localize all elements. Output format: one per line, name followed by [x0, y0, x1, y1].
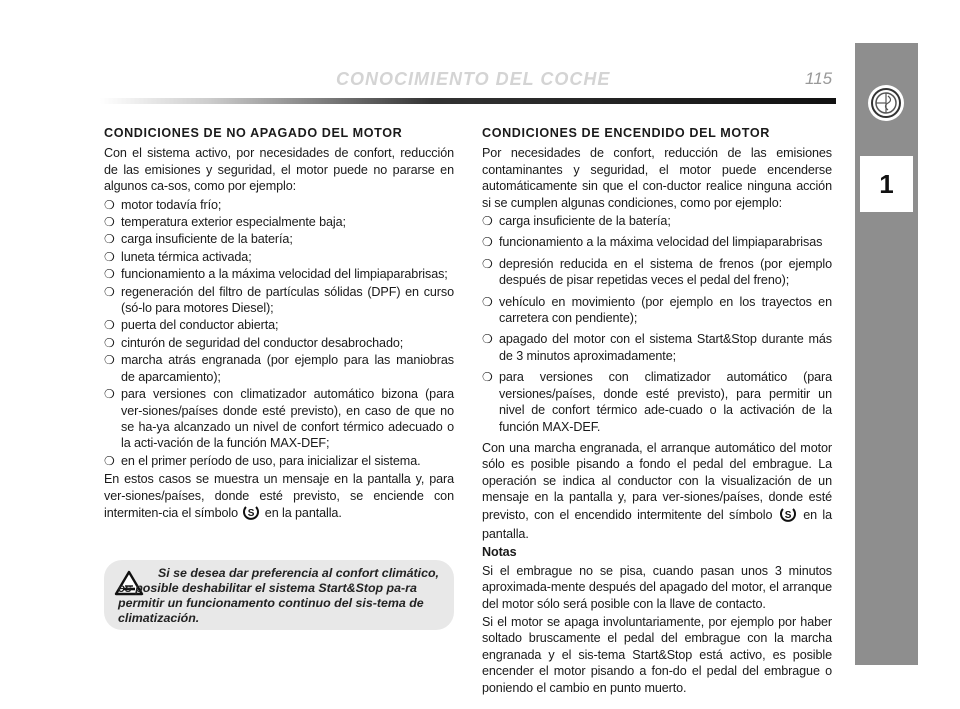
start-stop-symbol-icon	[243, 504, 259, 524]
list-item: ❍ regeneración del filtro de partículas sólidas (DPF) en curso (só-lo para motores Diesel);	[104, 284, 454, 316]
bullet-icon: ❍	[482, 332, 493, 347]
bullet-icon: ❍	[482, 214, 493, 229]
left-outro: En estos casos se muestra un mensaje en la pantalla y, para ver-siones/países, donde esté previsto, se enciende con intermiten-cia el símbolo S en la pantalla.	[104, 471, 454, 524]
page-number: 115	[805, 69, 833, 88]
chapter-number: 1	[860, 156, 913, 212]
page-header-title: CONOCIMIENTO DEL COCHE	[336, 69, 611, 89]
list-item: ❍ cinturón de seguridad del conductor desabrochado;	[104, 335, 404, 350]
notes-heading: Notas	[482, 545, 517, 560]
header-rule	[100, 98, 836, 104]
bullet-icon: ❍	[104, 387, 115, 402]
left-conditions-list	[104, 197, 454, 470]
start-stop-symbol-icon	[780, 506, 796, 526]
left-column	[104, 125, 454, 526]
list-item: ❍ puerta del conductor abierta;	[104, 318, 279, 333]
bullet-icon: ❍	[104, 453, 115, 468]
right-intro: Por necesidades de confort, reducción de las emisiones contaminantes y seguridad, el motor puede encenderse automáticamente sin que el con-ductor realice ninguna acción si se cumplen algunas condiciones, como por ejemplo:	[482, 146, 832, 210]
list-item: ❍ funcionamiento a la máxima velocidad del limpiaparabrisas	[482, 235, 823, 250]
list-item: ❍ luneta térmica activada;	[104, 249, 252, 264]
bullet-icon: ❍	[104, 249, 115, 264]
list-item: ❍ carga insuficiente de la batería;	[482, 214, 671, 229]
bullet-icon: ❍	[482, 235, 493, 250]
list-item: ❍ depresión reducida en el sistema de frenos (por ejemplo después de pisar repetidas veces el pedal del freno);	[482, 256, 832, 288]
bullet-icon: ❍	[482, 294, 493, 309]
bullet-icon: ❍	[104, 353, 115, 368]
warning-text: Si se desea dar preferencia al confort climático, es posible deshabilitar el sistema Start&Stop pa-ra permitir un funcionamento continuo del sis-tema de climatización.	[118, 566, 439, 625]
notes-paragraph-2: Si el motor se apaga involuntariamente, por ejemplo por haber soltado bruscamente el pedal del embrague con la marcha engranada y el sis-tema Start&Stop está activo, es posible encender el motor pisando a fon-do el pedal del embrague o poniendo el cambio en punto muerto.	[482, 614, 832, 695]
bullet-icon: ❍	[104, 284, 115, 299]
section-heading-no-apagado: CONDICIONES DE NO APAGADO DEL MOTOR	[104, 126, 403, 140]
alfa-romeo-badge-icon	[868, 85, 904, 121]
list-item: ❍ para versiones con climatizador automático (para versiones/países, donde esté previsto), para permitir un nivel de confort térmico ade-cuado o la activación de la función MAX-DEF.	[482, 370, 832, 434]
bullet-icon: ❍	[482, 256, 493, 271]
svg-text:S: S	[784, 509, 792, 521]
warning-note	[104, 560, 454, 630]
section-heading-encendido: CONDICIONES DE ENCENDIDO DEL MOTOR	[482, 126, 770, 140]
bullet-icon: ❍	[482, 370, 493, 385]
bullet-icon: ❍	[104, 267, 115, 282]
svg-text:S: S	[248, 507, 255, 519]
list-item: ❍ motor todavía frío;	[104, 197, 222, 212]
list-item: ❍ para versiones con climatizador automático bizona (para ver-siones/países donde esté previsto), en caso de que no se ha-ya alcanzado un nivel de confort térmico adecuado o la acti-vación de la función MAX-DEF;	[104, 387, 454, 451]
chapter-side-tab	[855, 43, 918, 665]
list-item: ❍ apagado del motor con el sistema Start&Stop durante más de 3 minutos aproximadamente;	[482, 332, 832, 363]
notes-paragraph-1: Si el embrague no se pisa, cuando pasan unos 3 minutos aproximada-mente después del apagado del motor, el arranque del motor sólo será posible con la llave de contacto.	[482, 563, 832, 611]
list-item: ❍ vehículo en movimiento (por ejemplo en los trayectos en carretera con pendiente);	[482, 294, 832, 326]
bullet-icon: ❍	[104, 197, 115, 212]
right-column	[482, 125, 832, 698]
left-intro: Con el sistema activo, por necesidades de confort, reducción de las emisiones y seguridad, el motor puede no pararse en algunos ca-sos, como por ejemplo:	[104, 146, 454, 194]
list-item: ❍ temperatura exterior especialmente baja;	[104, 215, 346, 230]
bullet-icon: ❍	[104, 232, 115, 247]
bullet-icon: ❍	[104, 335, 115, 350]
bullet-icon: ❍	[104, 215, 115, 230]
list-item: ❍ funcionamiento a la máxima velocidad del limpiaparabrisas;	[104, 267, 448, 282]
right-conditions-list	[482, 213, 832, 435]
right-paragraph-arranque: Con una marcha engranada, el arranque automático del motor sólo es posible pisando a fondo el pedal del embrague. La operación se indica al conductor con la visualización de un mensaje en la pantalla y, para ver-siones/países, donde esté previsto, con el encendido intermitente del símbolo S en la pantalla.	[482, 440, 833, 541]
list-item: ❍ marcha atrás engranada (por ejemplo para las maniobras de aparcamiento);	[104, 353, 454, 384]
bullet-icon: ❍	[104, 318, 115, 333]
list-item: ❍ en el primer período de uso, para inicializar el sistema.	[104, 453, 421, 468]
list-item: ❍ carga insuficiente de la batería;	[104, 232, 293, 247]
